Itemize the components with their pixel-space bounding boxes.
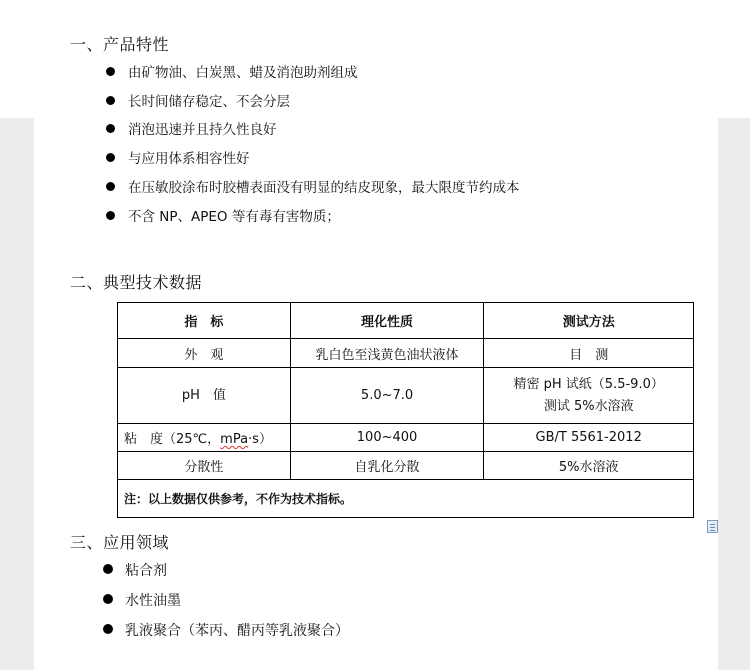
tech-data-table <box>117 302 694 518</box>
section-heading-applications: 三、应用领域 <box>70 533 170 552</box>
table-row <box>118 339 694 368</box>
table-note: 注：以上数据仅供参考，不作为技术指标。 <box>118 480 694 518</box>
cell-property: 乳白色至浅黄色油状液体 <box>290 339 484 368</box>
document-marker-icon[interactable] <box>707 520 718 533</box>
method-line: 测试 5%水溶液 <box>543 398 634 414</box>
section-heading-features: 一、产品特性 <box>70 35 170 54</box>
spellcheck-underlined-word: mPa <box>220 432 249 447</box>
method-line: 精密 pH 试纸（5.5-9.0） <box>513 376 664 392</box>
right-gutter <box>718 118 750 670</box>
cell-method <box>484 368 694 424</box>
bullet-dot-icon <box>106 182 115 191</box>
list-item: 由矿物油、白炭黑、蜡及消泡助剂组成 <box>106 63 358 83</box>
cell-method: 5%水溶液 <box>484 452 694 480</box>
list-item: 与应用体系相容性好 <box>106 149 250 169</box>
bullet-dot-icon <box>106 96 115 105</box>
cell-indicator: 粘 度（25℃，mPa·s） <box>118 424 291 452</box>
table-row <box>118 452 694 480</box>
cell-method: 目 测 <box>484 339 694 368</box>
bullet-dot-icon <box>106 67 115 76</box>
bullet-dot-icon <box>103 594 113 604</box>
bullet-dot-icon <box>106 124 115 133</box>
list-item: 粘合剂 <box>103 561 167 581</box>
cell-indicator: 外 观 <box>118 339 291 368</box>
list-item: 不含 NP、APEO 等有毒有害物质； <box>106 207 340 227</box>
section-heading-tech-data: 二、典型技术数据 <box>70 273 203 292</box>
cell-method: GB/T 5561-2012 <box>484 424 694 452</box>
bullet-dot-icon <box>106 211 115 220</box>
cell-property: 5.0~7.0 <box>290 368 484 424</box>
list-item: 水性油墨 <box>103 591 181 611</box>
bullet-dot-icon <box>103 564 113 574</box>
list-item: 在压敏胶涂布时胶槽表面没有明显的结皮现象，最大限度节约成本 <box>106 178 520 198</box>
header-indicator: 指 标 <box>118 303 291 339</box>
table-row <box>118 424 694 452</box>
bullet-dot-icon <box>106 153 115 162</box>
table-header-row <box>118 303 694 339</box>
cell-property: 100~400 <box>290 424 484 452</box>
header-method: 测试方法 <box>484 303 694 339</box>
table-row <box>118 368 694 424</box>
cell-indicator: pH 值 <box>118 368 291 424</box>
list-item: 乳液聚合（苯丙、醋丙等乳液聚合） <box>103 621 349 641</box>
bullet-dot-icon <box>103 624 113 634</box>
list-item: 消泡迅速并且持久性良好 <box>106 120 277 140</box>
cell-property: 自乳化分散 <box>290 452 484 480</box>
left-gutter <box>0 118 34 670</box>
cell-indicator: 分散性 <box>118 452 291 480</box>
table-note-row <box>118 480 694 518</box>
list-item: 长时间储存稳定、不会分层 <box>106 92 290 112</box>
header-property: 理化性质 <box>290 303 484 339</box>
